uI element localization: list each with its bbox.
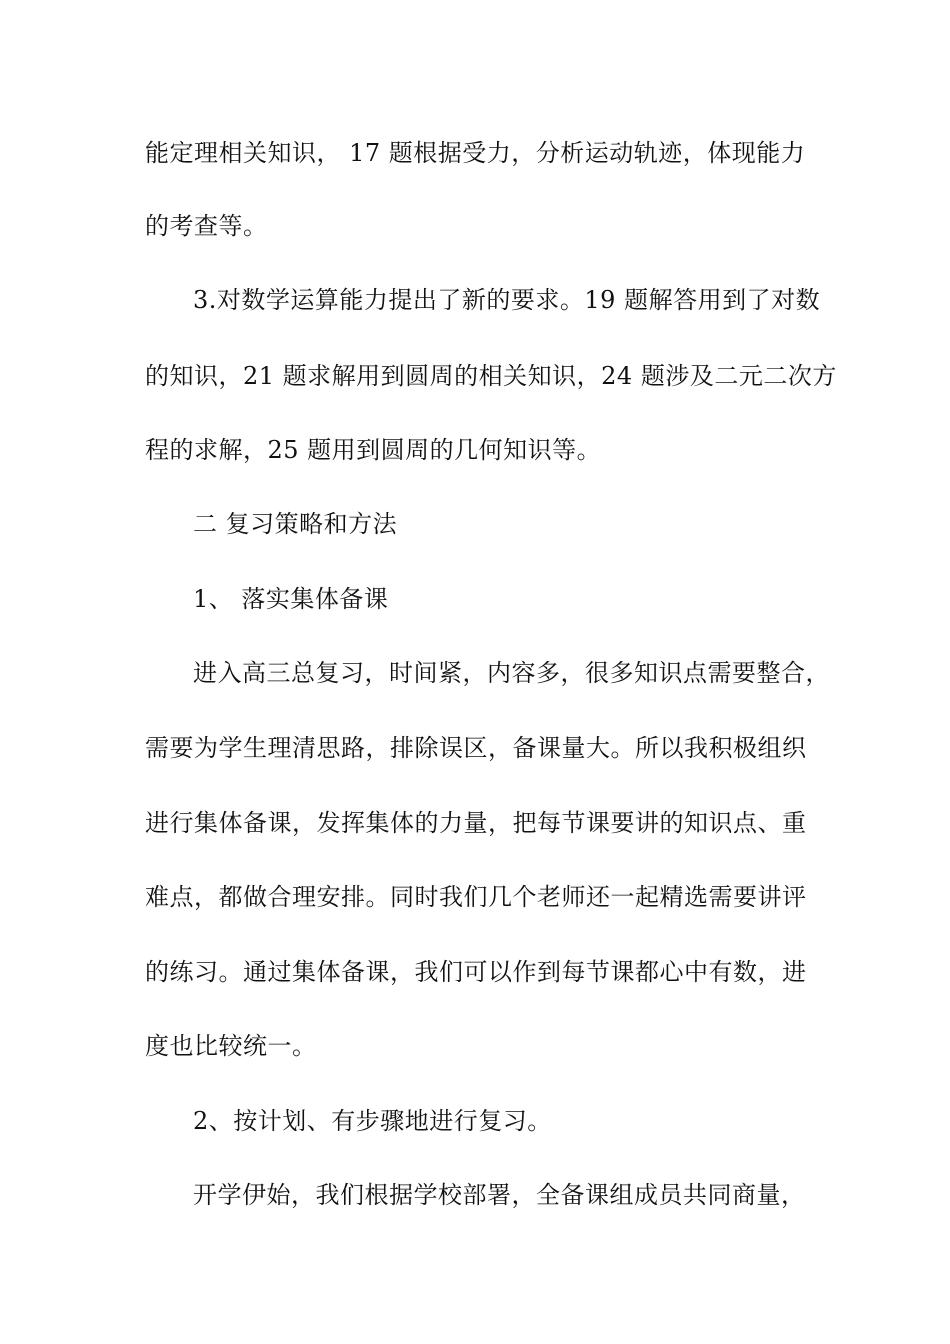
text-line: 进入高三总复习，时间紧，内容多，很多知识点需要整合， <box>193 659 830 687</box>
text-line: 程的求解，25 题用到圆周的几何知识等。 <box>145 436 602 464</box>
text-line: 难点，都做合理安排。同时我们几个老师还一起精选需要讲评 <box>145 883 807 911</box>
text-line: 的知识，21 题求解用到圆周的相关知识，24 题涉及二元二次方 <box>145 362 837 390</box>
text-line: 需要为学生理清思路，排除误区，备课量大。所以我积极组织 <box>145 734 807 762</box>
text-line: 3.对数学运算能力提出了新的要求。19 题解答用到了对数 <box>193 286 821 314</box>
text-line: 开学伊始，我们根据学校部署，全备课组成员共同商量， <box>193 1181 806 1209</box>
section-heading: 二 复习策略和方法 <box>193 510 398 538</box>
text-line: 的考查等。 <box>145 212 268 240</box>
text-line: 能定理相关知识， 17 题根据受力，分析运动轨迹，体现能力 <box>145 139 806 167</box>
text-line: 的练习。通过集体备课，我们可以作到每节课都心中有数，进 <box>145 958 807 986</box>
text-line: 进行集体备课，发挥集体的力量，把每节课要讲的知识点、重 <box>145 809 807 837</box>
subsection-heading: 1、 落实集体备课 <box>193 585 389 613</box>
text-line: 度也比较统一。 <box>145 1032 317 1060</box>
subsection-heading: 2、按计划、有步骤地进行复习。 <box>193 1107 552 1135</box>
